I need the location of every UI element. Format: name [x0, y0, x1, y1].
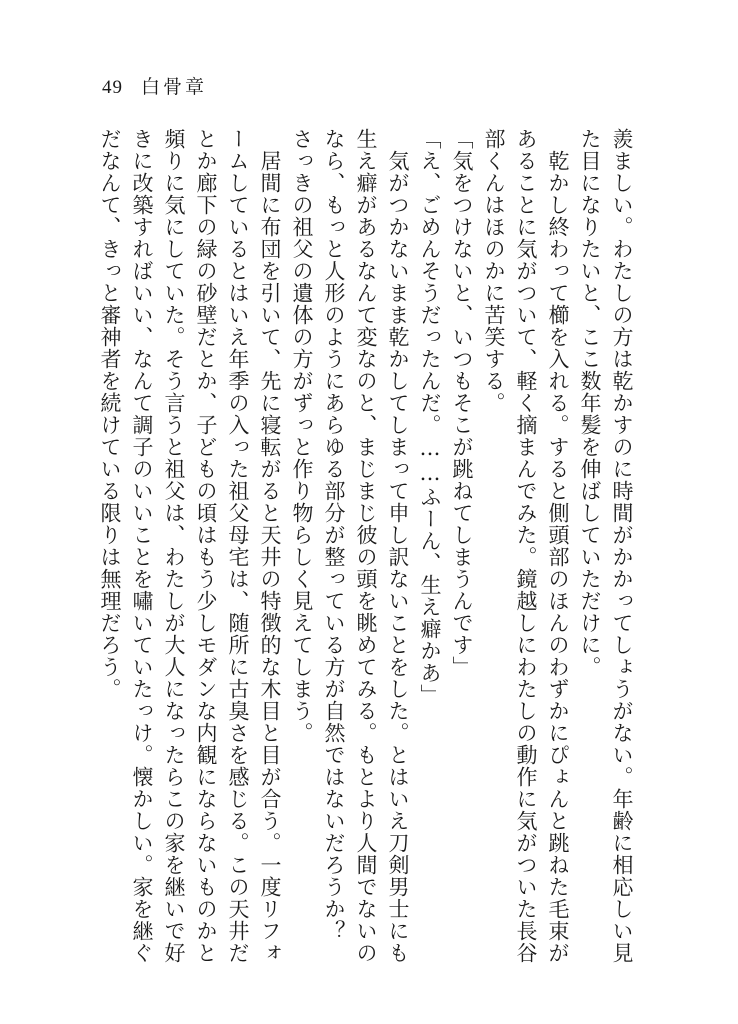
paragraph-6: 居間に布団を引いて、先に寝転がると天井の特徴的な木目と目が合う。一度リフォームしているとはいえ年季の入った祖父母宅は、随所に古臭さを感じる。この天井だとか廊下の緑の砂壁だとか、子どもの頃はもう少しモダンな内観にならないものかと頻りに気にしていた。そう言うと祖父は、わたしが大人になったらこの家を継いで好きに改築すればいい、なんて調子のいいことを嘯いていたっけ。懐かしい。家を継ぐだなんて、きっと審神者を続けている限りは無理だろう。	[98, 128, 282, 964]
page-header	[102, 72, 207, 99]
paragraph-3: 「気をつけないと、いつもそこが跳ねてしまうんです」	[450, 128, 474, 678]
book-title: 白骨章	[141, 76, 208, 98]
paragraph-1: 羨ましい。わたしの方は乾かすのに時間がかかってしょうがない。年齢に相応しい見た目になりたいと、ここ数年髪を伸ばしていただけに。	[578, 128, 634, 964]
paragraph-2: 乾かし終わって櫛を入れる。すると側頭部のほんのわずかにぴょんと跳ねた毛束があることに気がついて、軽く摘まんでみた。鏡越しにわたしの動作に気がついた長谷部くんはほのかに苦笑する。	[482, 128, 570, 964]
paragraph-5: 気がつかないまま乾かしてしまって申し訳ないことをした。とはいえ刀剣男士にも生え癖があるなんて変なのと、まじまじ彼の頭を眺めてみる。もとより人間でないのなら、もっと人形のようにあらゆる部分が整っている方が自然ではないだろうか？ さっきの祖父の遺体の方がずっと作り物らしく見えてしまう。	[290, 128, 410, 964]
paragraph-4: 「え、ごめんそうだったんだ。……ふーん、生え癖かあ」	[418, 128, 442, 706]
vertical-text-body	[90, 128, 638, 966]
page-number: 49	[102, 77, 123, 98]
